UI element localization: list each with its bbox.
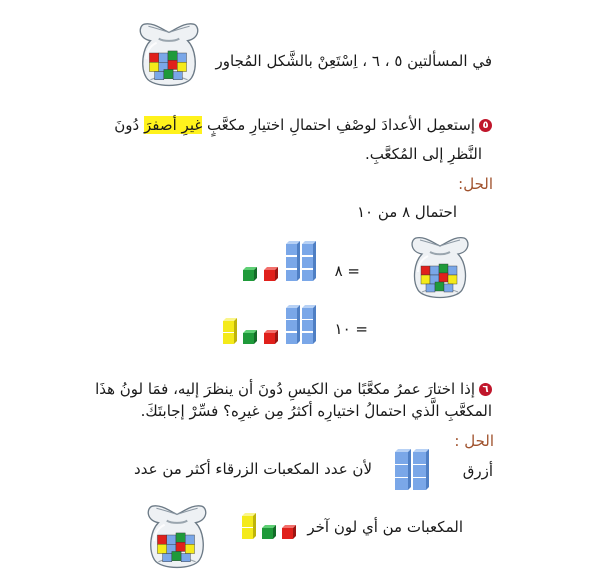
blue-cubes-image	[393, 446, 433, 494]
blue-cube-stack-right	[302, 241, 316, 281]
question-6-text-a: إذا اختارَ عمرُ مكعَّبًا من الكيسِ دُونَ أن ينظرَ إليه، فمَا لونُ هذَا	[95, 380, 475, 398]
green-cube	[262, 525, 276, 539]
blue-cube-stack-right	[413, 449, 429, 490]
question-5-text-b: دُونَ	[114, 116, 144, 134]
solution-label-2: الحل :	[454, 432, 494, 450]
answer-5-text: احتمال ٨ من ١٠	[356, 203, 457, 221]
answer-6-reason-line-2: المكعبات من أي لون آخر	[307, 518, 463, 536]
green-cube	[243, 330, 257, 344]
blue-cube-stack-left	[286, 305, 300, 344]
question-5-text-a: إستعمِل الأعدادَ لوصْفِ احتمالِ اختيارِ مكعَّبٍ	[202, 116, 475, 134]
yellow-cube-stack	[242, 513, 256, 539]
question-5-number: ٥	[479, 119, 492, 132]
answer-6-reason-line-1: لأن عدد المكعبات الزرقاء أكثر من عدد	[134, 460, 372, 478]
green-cube	[243, 267, 257, 281]
question-6-line-1	[95, 380, 492, 398]
highlight-not-yellow: غيرِ أصفرَ	[144, 116, 203, 134]
bag-of-cubes-image-3	[144, 500, 210, 570]
equation-8-label: = ٨	[334, 262, 360, 280]
question-5-line-2: النَّظرِ إلى المُكعَّبِ.	[364, 145, 482, 163]
red-cube	[264, 330, 278, 344]
bag-of-cubes-image	[136, 18, 202, 88]
red-cube	[282, 525, 296, 539]
bag-of-cubes-image-2	[408, 232, 472, 300]
blue-cube-stack-right	[302, 305, 316, 344]
cubes-ten-group	[220, 300, 324, 350]
intro-text: في المسألتين ٥ ، ٦ ، اِسْتَعِنْ بالشَّكل المُجاور	[215, 52, 492, 70]
question-6-number: ٦	[479, 383, 492, 396]
equation-10-label: = ١٠	[334, 320, 368, 338]
red-cube	[264, 267, 278, 281]
blue-cube-stack-left	[395, 449, 411, 490]
other-cubes-image	[240, 508, 302, 544]
answer-6-color: أزرق	[462, 462, 493, 480]
cubes-eight-group	[241, 238, 321, 288]
question-6-line-2: المكعَّبِ الَّذي احتمالُ اختيارِه أكثرُ مِن غيرِه؟ فسِّرْ إجابتَكَ.	[140, 402, 492, 420]
yellow-cube-stack	[223, 318, 237, 344]
question-5-line-1	[114, 116, 492, 134]
solution-label-1: الحل:	[458, 175, 493, 193]
blue-cube-stack-left	[286, 241, 300, 281]
